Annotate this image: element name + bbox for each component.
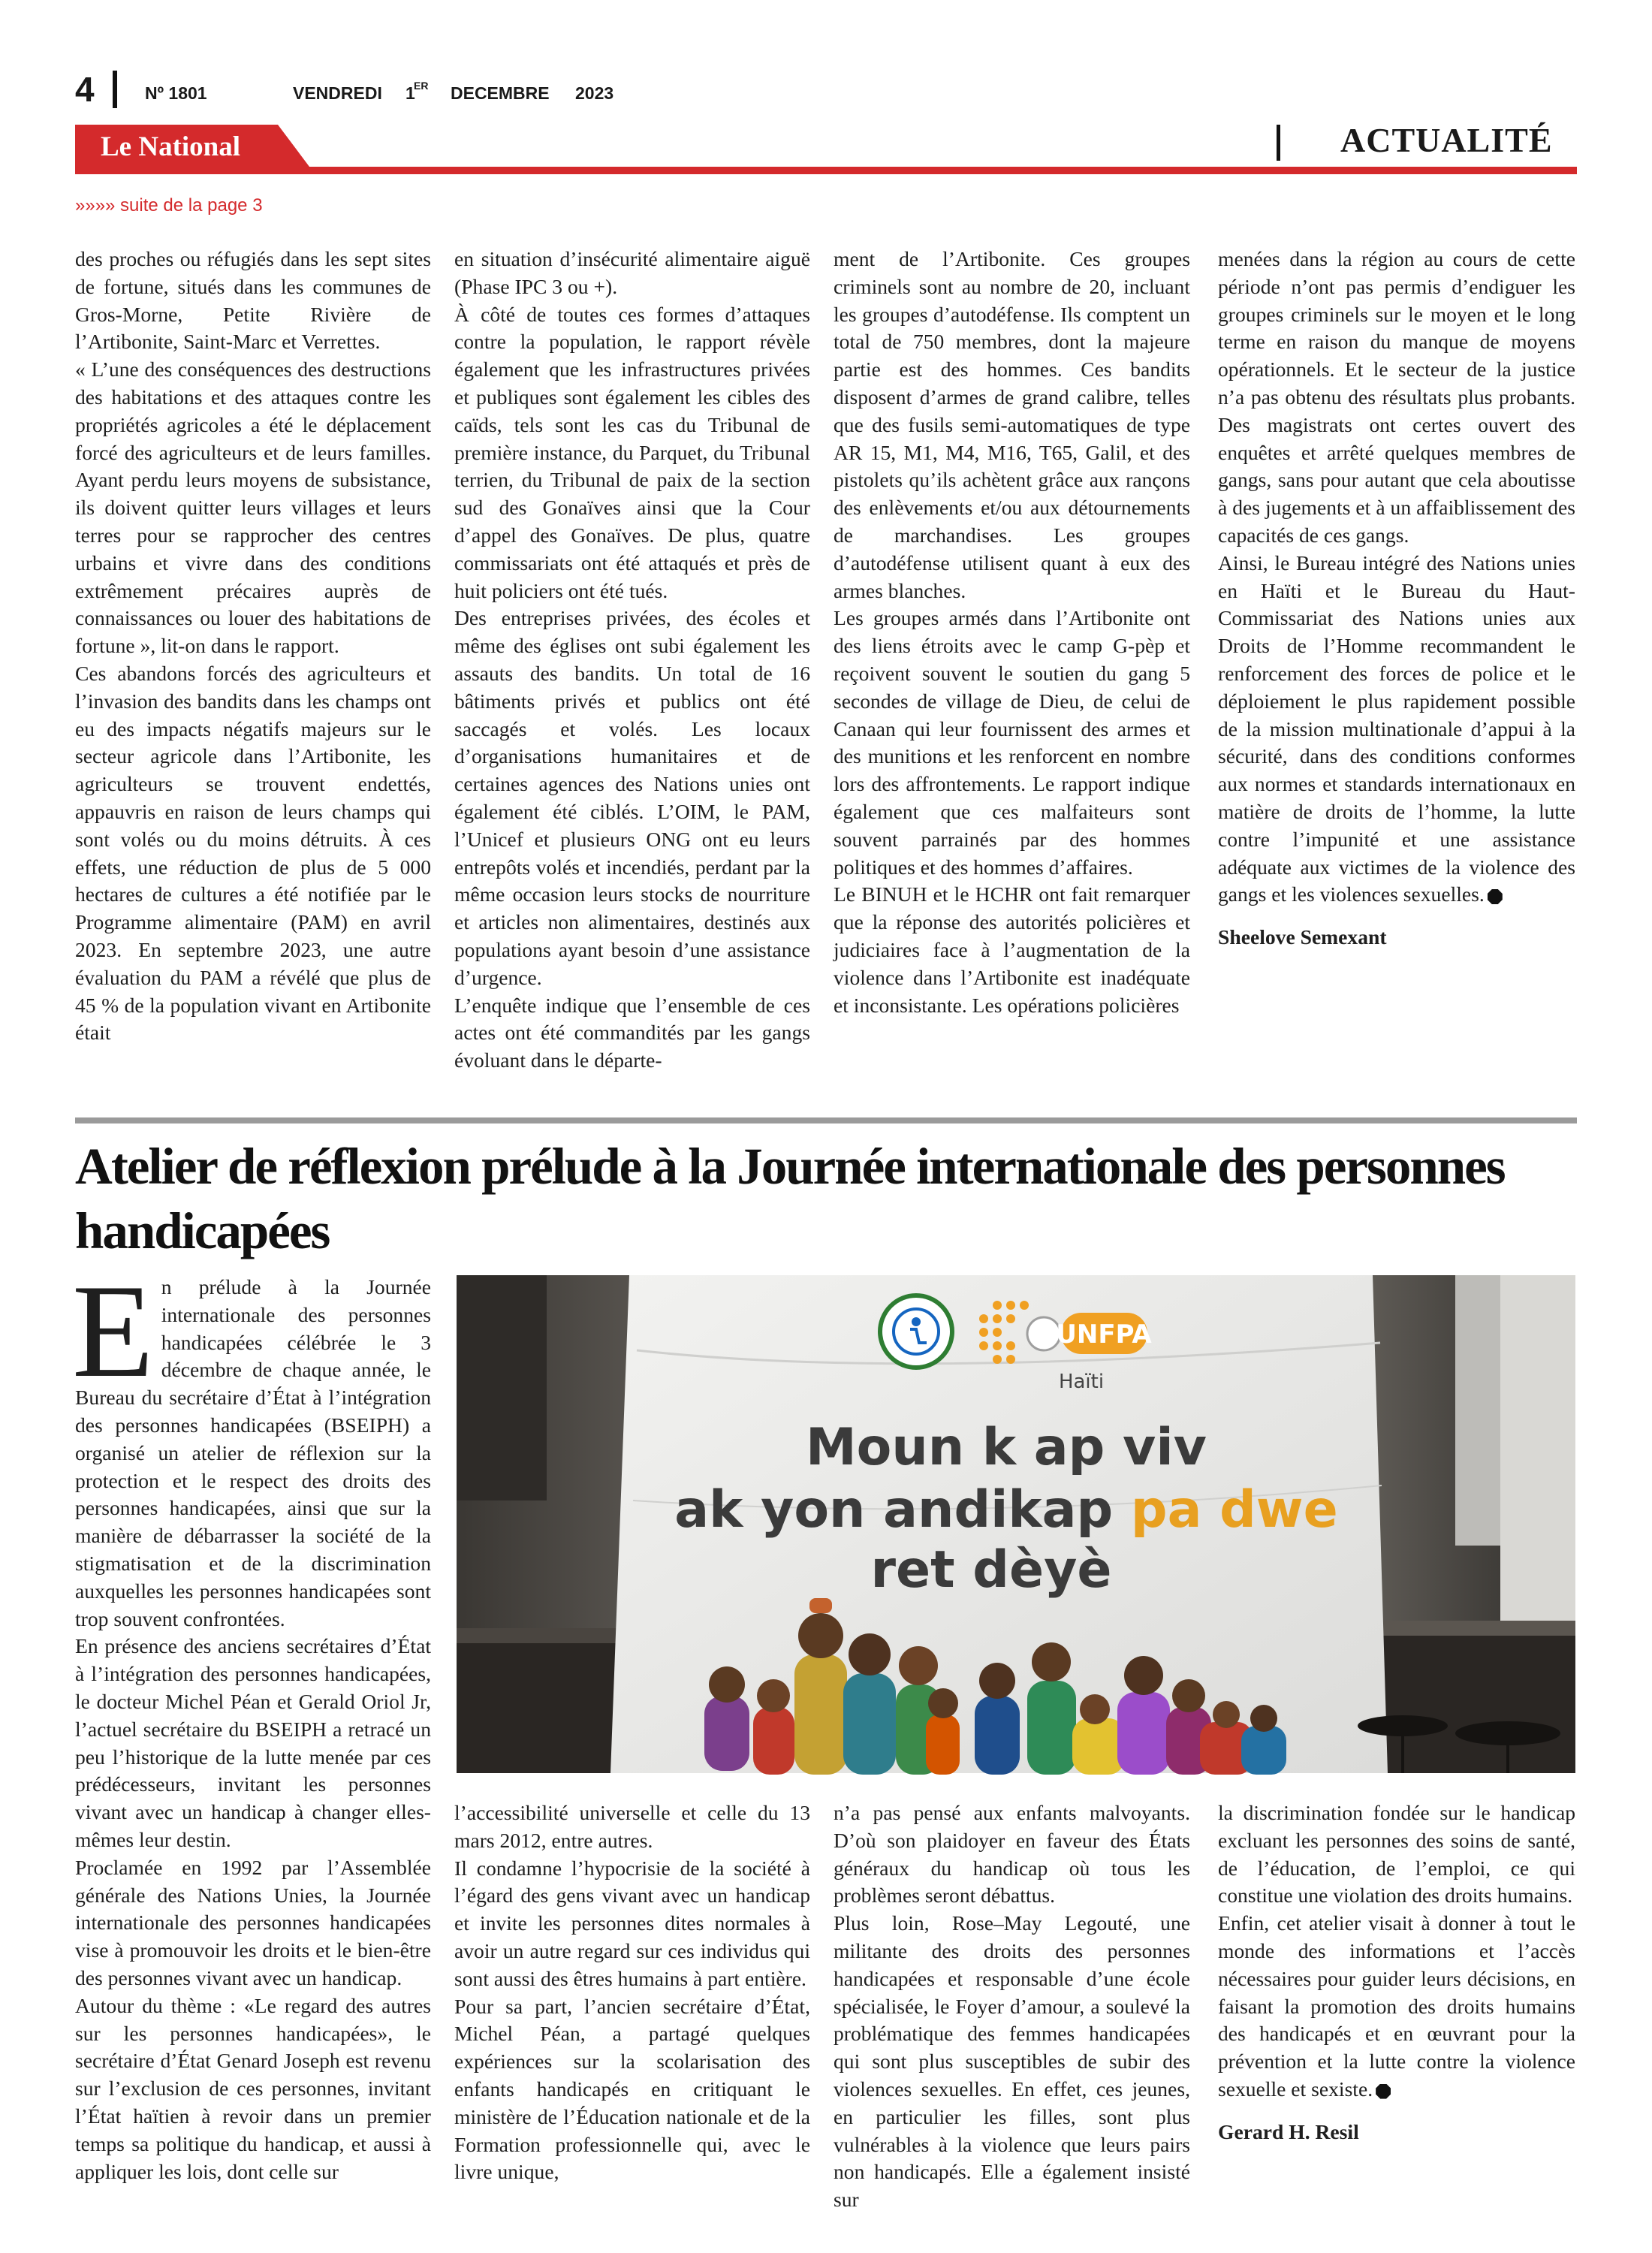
section-title: ACTUALITÉ <box>1340 121 1553 159</box>
end-mark-icon <box>1488 889 1503 904</box>
page-number-divider <box>113 71 117 108</box>
article1-column-3 <box>834 246 1190 1111</box>
paragraph: l’accessibilité universelle et celle du 13 mars 2012, entre autres. <box>454 1801 810 1852</box>
unfpa-logo-text: UNFPA <box>1056 1320 1152 1350</box>
paragraph: Autour du thème : «Le regard des autres sur les personnes handicapées», le secrétaire d’État Genard Joseph est revenu sur l’exclusion de ces personnes, invitant l’État haïtien à revoir dans un premier temps sa politique du handicap, et aussi à appliquer les lois, dont celle sur <box>75 1993 431 2183</box>
paragraph: n’a pas pensé aux enfants malvoyants. D’où son plaidoyer en faveur des États généraux du handicap où tous les problèmes seront débattus. <box>834 1801 1190 1908</box>
article1-column-1 <box>75 246 431 1111</box>
header-red-rule <box>75 167 1577 174</box>
article2-column-3 <box>834 1799 1190 2212</box>
paragraph: L’enquête indique que l’ensemble de ces actes ont été commandités par les gangs évoluant dans le départe- <box>454 993 810 1072</box>
banner-line-2-highlight: pa dwe <box>1130 1480 1338 1540</box>
article2-column-1 <box>72 1256 431 2183</box>
continuation-note: »»»» suite de la page 3 <box>75 195 263 216</box>
issue-date-superscript: ER <box>414 80 429 92</box>
drop-cap: E <box>72 1256 154 1405</box>
issue-number: Nº 1801 <box>145 83 207 103</box>
banner-line-1: Moun k ap viv <box>806 1418 1207 1477</box>
paragraph: Les groupes armés dans l’Artibonite ont des liens étroits avec le camp G-pèp et reçoivent souvent le soutien du gang 5 secondes de village de Dieu, de celui de Canaan qui leur fournissent des armes et des munitions et les renforcent en nombre lors des affrontements. Le rapport indique également que ces malfaiteurs sont souvent parrainés par des hommes politiques et des hommes d’affaires. <box>834 606 1190 879</box>
paragraph: la discrimination fondée sur le handicap excluant les personnes des soins de santé, de l’éducation, de l’emploi, ce qui constitue une violation des droits humains. <box>1218 1801 1575 1908</box>
banner-line-2-start: ak yon andikap <box>674 1480 1131 1540</box>
article2-photo <box>457 1275 1575 1773</box>
page-number: 4 <box>75 70 95 109</box>
paragraph: Il condamne l’hypocrisie de la société à l’égard des gens vivant avec un handicap et invite les personnes dites normales à avoir un autre regard sur ces individus qui sont aussi des êtres humains à part entière. <box>454 1856 810 1990</box>
article2-byline: Gerard H. Resil <box>1218 2119 1359 2143</box>
paragraph: Des entreprises privées, des écoles et même des églises ont subi également les assauts des bandits. Un total de 16 bâtiments privés et publics ont été saccagés et volés. Les locaux d’organisations humanitaires et de certaines agences des Nations unies ont également été ciblés. L’OIM, le PAM, l’Unicef et plusieurs ONG ont eu leurs entrepôts volés et incendiés, perdant par la même occasion leurs stocks de nourriture et articles non alimentaires, destinés aux populations ayant besoin d’une assistance d’urgence. <box>454 606 810 989</box>
paragraph: menées dans la région au cours de cette période n’ont pas permis d’endiguer les groupes criminels sur le moyen et le long terme en raison du manque de moyens opérationnels. Et le secteur de la justice n’a pas obtenu des résultats plus probants. Des magistrats ont certes ouvert des enquêtes et arrêté quelques membres de gangs, sans pour autant que cela aboutisse à des jugements et à un affaiblissement des capacités de ces gangs. <box>1218 247 1575 547</box>
banner-line-2 <box>674 1480 1338 1540</box>
issue-year: 2023 <box>575 83 614 103</box>
paragraph: À côté de toutes ces formes d’attaques contre la population, le rapport révèle également que les infrastructures privées et publiques sont également les cibles des caïds, tels sont les cas du Tribunal de première instance, du Parquet, du Tribunal terrien, du Tribunal de paix de la section sud des Gonaïves ainsi que la Cour d’appel des Gonaïves. De plus, quatre commissariats ont été attaqués et près de huit policiers ont été tués. <box>454 302 810 602</box>
paragraph: En présence des anciens secrétaires d’État à l’intégration des personnes handicapées, le docteur Michel Péan et Gerald Oriol Jr, l’actuel secrétaire du BSEIPH a retracé un peu l’historique de la lutte menée par ces prédécesseurs, invitant les personnes vivant avec un handicap à changer elles-mêmes leur destin. <box>75 1634 431 1851</box>
paragraph: « L’une des conséquences des destructions des habitations et des attaques contre les propriétés agricoles a été le déplacement forcé des agriculteurs et de leurs familles. Ayant perdu leurs moyens de subsistance, ils doivent quitter leurs villages et leurs terres pour se rapprocher des centres urbains et vivre dans des conditions extrêmement précaires auprès de connaissances ou louer des habitations de fortune », lit-on dans le rapport. <box>75 357 431 658</box>
paragraph-text: n prélude à la Journée internationale des personnes handicapées célébrée le 3 décembre de chaque année, le Bureau du secrétaire d’État à l’intégration des personnes handicapées (BSEIPH) a organisé un atelier de réflexion sur la protection et le respect des droits des personnes handicapées, ainsi que sur la manière de débarrasser la société de la stigmatisation et de la discrimination auxquelles les personnes handicapées sont trop souvent confrontées. <box>75 1275 431 1630</box>
unfpa-country-text: Haïti <box>1058 1371 1105 1393</box>
paragraph-text: Enfin, cet atelier visait à donner à tout le monde des informations et l’accès nécessaires pour guider leurs décisions, en faisant la promotion des droits humains des handicapés et en œuvrant pour la prévention et la lutte contre la violence sexuelle et sexiste. <box>1218 1911 1575 2101</box>
article1-byline: Sheelove Semexant <box>1218 925 1387 949</box>
paragraph-text: Ainsi, le Bureau intégré des Nations unies en Haïti et le Bureau du Haut-Commissariat des Nations unies aux Droits de l’Homme recommandent le renforcement des forces de police et le déploiement le plus rapidement possible de la mission multinationale d’appui à la sécurité, dans des conditions conformes aux normes et standards internationaux en matière de droits de l’homme, la lutte contre l’impunité et une assistance adéquate aux victimes de la violence des gangs et les violences sexuelles. <box>1218 550 1575 906</box>
paragraph: ment de l’Artibonite. Ces groupes criminels sont au nombre de 20, incluant les groupes d’autodéfense. Ils comptent un total de 750 membres, dont la majeure partie est des hommes. Ces bandits disposent d’armes de grand calibre, telles que des fusils semi-automatiques de type AR 15, M1, M4, M16, T65, Galil, et des pistolets qu’ils achètent grâce aux rançons des enlèvements et/ou aux détournements de marchandises. Les groupes d’autodéfense utilisent quant à eux des armes blanches. <box>834 247 1190 602</box>
paragraph: Ces abandons forcés des agriculteurs et l’invasion des bandits dans les champs ont eu des impacts négatifs majeurs sur le secteur agricole dans l’Artibonite, les agriculteurs se trouvent endettés, appauvris en raison de leurs champs qui sont volés ou du moins détruits. À ces effets, une réduction de plus de 5 000 hectares de cultures a été notifiée par le Programme alimentaire (PAM) en avril 2023. En septembre 2023, une autre évaluation du PAM a révélé que plus de 45 % de la population vivant en Artibonite était <box>75 661 431 1045</box>
paragraph: Pour sa part, l’ancien secrétaire d’État, Michel Péan, a partagé quelques expériences sur la scolarisation des enfants handicapés en critiquant le ministère de l’Éducation nationale et de la Formation professionnelle qui, avec le livre unique, <box>454 1994 810 2184</box>
paragraph: des proches ou réfugiés dans les sept sites de fortune, situés dans les communes de Gros-Morne, Petite Rivière de l’Artibonite, Saint-Marc et Verrettes. <box>75 247 431 354</box>
article2-column-2 <box>454 1799 810 2184</box>
article1-column-4 <box>1218 246 1575 1111</box>
paragraph: Le BINUH et le HCHR ont fait remarquer que la réponse des autorités policières et judiciaires face à l’augmentation de la violence dans l’Artibonite est inadéquate et inconsistante. Les opérations policières <box>834 882 1190 1017</box>
article1-column-2 <box>454 246 810 1111</box>
article-separator <box>75 1117 1577 1123</box>
paragraph: Proclamée en 1992 par l’Assemblée générale des Nations Unies, la Journée internationale des personnes handicapées vise à promouvoir les droits et le bien-être des personnes vivant avec un handicap. <box>75 1855 431 1989</box>
paragraph <box>72 1256 431 1633</box>
paragraph: en situation d’insécurité alimentaire aiguë (Phase IPC 3 ou +). <box>454 247 810 298</box>
paragraph: Plus loin, Rose–May Legouté, une militante des droits des personnes handicapées et responsable d’une école spécialisée, le Foyer d’amour, a soulevé la problématique des femmes handicapées qui sont plus susceptibles de subir des violences sexuelles. En effet, ces jeunes, en particulier les filles, sont plus vulnérables à la violence que leurs pairs non handicapés. Elle a également insisté sur <box>834 1911 1190 2212</box>
issue-month: DECEMBRE <box>451 83 550 103</box>
end-mark-icon <box>1376 2084 1391 2099</box>
brand-logo-text: Le National <box>101 131 241 162</box>
section-divider <box>1277 125 1280 161</box>
issue-day: VENDREDI <box>293 83 382 103</box>
paragraph <box>1218 1910 1575 2104</box>
paragraph <box>1218 550 1575 909</box>
article2-column-4 <box>1218 1799 1575 2145</box>
banner-line-3: ret dèyè <box>870 1540 1112 1600</box>
article2-headline: Atelier de réflexion prélude à la Journée internationale des personnes handicapées <box>75 1138 1505 1259</box>
issue-date-number: 1 <box>405 83 415 103</box>
